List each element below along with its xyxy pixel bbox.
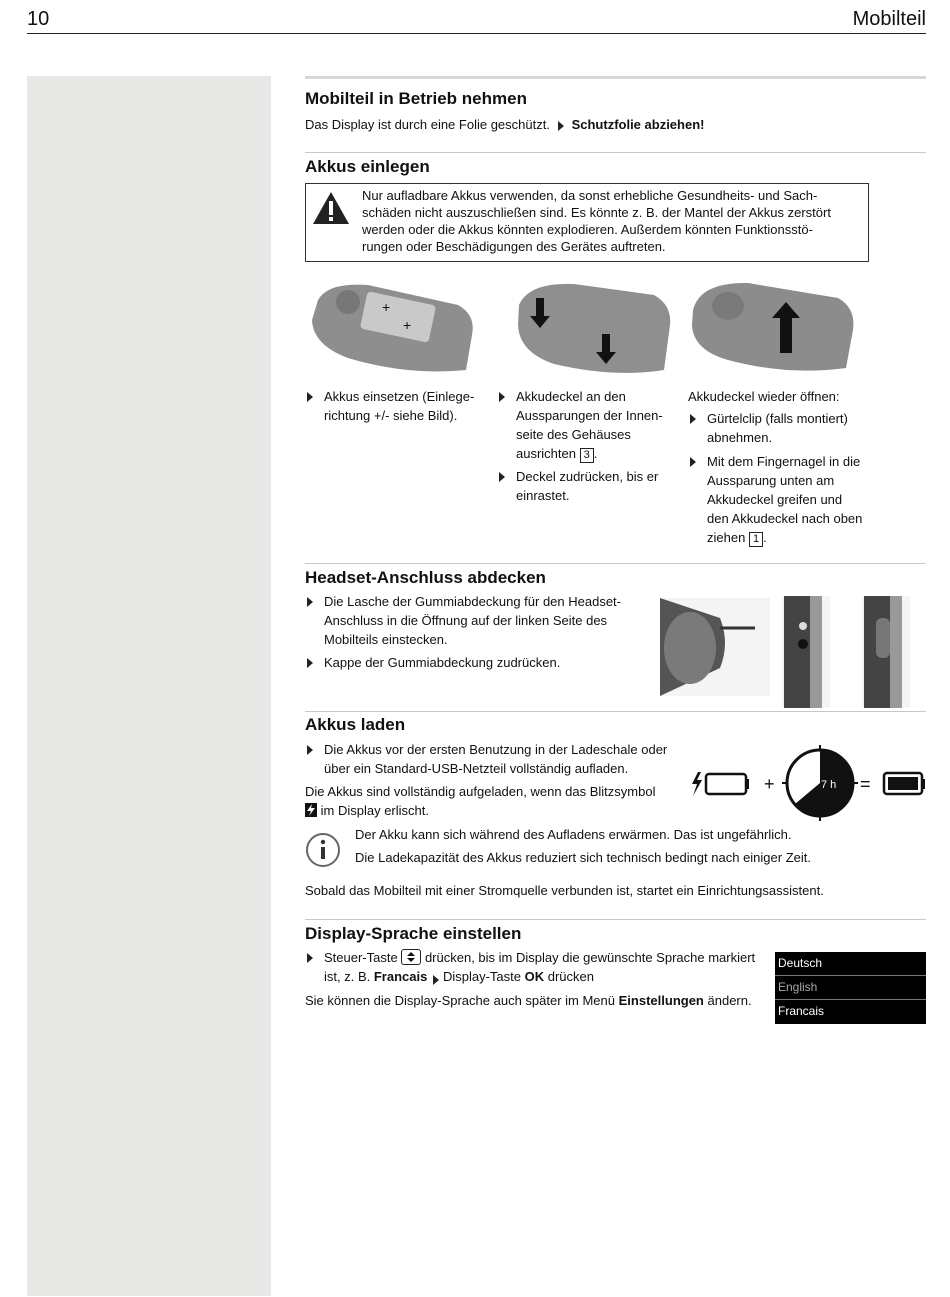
- instruction-remove-clip: [690, 409, 880, 447]
- instruction-line: Deckel zudrücken, bis er: [516, 469, 659, 484]
- arrow-right-icon: [690, 414, 696, 424]
- instruction-line: Mobilteils einstecken.: [324, 632, 448, 647]
- lightning-icon: [305, 803, 317, 817]
- menu-name: Einstellungen: [618, 993, 704, 1008]
- text-part: ändern.: [707, 993, 752, 1008]
- example-language: Francais: [373, 969, 428, 984]
- instruction-line: Die Akkus vor der ersten Benutzung in der Ladeschale oder: [324, 742, 668, 757]
- text-part: drücken: [547, 969, 594, 984]
- instruction-line: ziehen: [707, 530, 746, 545]
- instruction-insert-batteries: [307, 387, 487, 425]
- arrow-right-icon: [307, 597, 313, 607]
- section-rule: [305, 152, 926, 153]
- instruction-line: ausrichten: [516, 446, 576, 461]
- instruction-press-cap: [307, 653, 647, 672]
- text-part: ist, z. B.: [324, 969, 371, 984]
- battery-insert-illustration: [308, 280, 476, 376]
- hours-label: 7 h: [821, 779, 837, 791]
- section-rule: [305, 76, 926, 79]
- arrow-right-icon: [499, 472, 505, 482]
- section-title-akkus-einlegen: Akkus einlegen: [305, 157, 430, 176]
- instruction-pull-cover: Mit dem Fingernagel in die Aussparung unten am Akkudeckel greifen und den Akkudeckel nach oben ziehen 1 .: [690, 452, 880, 547]
- text-line: im Display erlischt.: [320, 803, 429, 818]
- text-part: drücken, bis im Display die gewünschte Sprache markiert: [424, 950, 756, 965]
- section-title-inbetriebnahme: Mobilteil in Betrieb nehmen: [305, 89, 527, 108]
- text-part: Display-Taste: [442, 969, 521, 984]
- instruction-line: Akkudeckel greifen und: [707, 492, 843, 507]
- instruction-line: den Akkudeckel nach oben: [707, 511, 863, 526]
- section-title-headset: Headset-Anschluss abdecken: [305, 568, 546, 587]
- left-margin-panel: [27, 76, 271, 1296]
- headset-port-open-illustration: [782, 596, 830, 708]
- arrow-right-icon: [307, 953, 313, 963]
- info-warm: Der Akku kann sich während des Aufladens erwärmen. Das ist ungefährlich.: [355, 827, 792, 842]
- info-capacity: Die Ladekapazität des Akkus reduziert sich technisch bedingt nach einiger Zeit.: [355, 850, 811, 865]
- arrow-right-icon: [307, 745, 313, 755]
- language-item[interactable]: Deutsch: [775, 952, 926, 976]
- arrow-right-icon: [433, 975, 439, 985]
- ok-key-label: OK: [524, 969, 545, 984]
- instruction-line: Gürtelclip (falls montiert): [707, 411, 848, 426]
- plus-sign: +: [764, 774, 775, 794]
- header-rule: [27, 33, 926, 34]
- text-line: Die Akkus sind vollständig aufgeladen, wenn das Blitzsymbol: [305, 784, 656, 799]
- section-rule: [305, 711, 926, 712]
- headset-port-closed-illustration: [862, 596, 910, 708]
- warning-line: werden oder die Akkus könnten explodieren. Außerdem könnten Funktionsstö-: [362, 222, 813, 237]
- warning-icon: [312, 190, 350, 226]
- chapter-title: Mobilteil: [852, 8, 926, 30]
- cover-close-illustration: [514, 280, 674, 380]
- language-item[interactable]: English: [775, 976, 926, 1000]
- language-item[interactable]: Francais: [778, 1004, 825, 1018]
- instruction-line: richtung +/- siehe Bild).: [324, 408, 458, 423]
- instruction-line: Aussparung unten am: [707, 473, 835, 488]
- warning-text: [362, 187, 857, 255]
- instruction-select-language: [307, 948, 767, 986]
- instruction-line: Anschluss in die Öffnung auf der linken Seite des: [324, 613, 608, 628]
- cover-open-illustration: [688, 280, 858, 376]
- info-icon: [304, 831, 342, 869]
- charge-complete-text: [305, 782, 655, 820]
- open-cover-intro: Akkudeckel wieder öffnen:: [688, 389, 840, 404]
- language-display: [775, 952, 926, 1024]
- figure-reference: 1: [749, 532, 763, 547]
- arrow-right-icon: [690, 457, 696, 467]
- svg-text:+: +: [403, 317, 412, 333]
- section-rule: [305, 919, 926, 920]
- instruction-line: Akkus einsetzen (Einlege-: [324, 389, 475, 404]
- intro-text: Das Display ist durch eine Folie geschützt.: [305, 117, 550, 132]
- warning-line: schäden nicht auszuschließen sind. Es könnte z. B. der Mantel der Akkus zerstört: [362, 205, 831, 220]
- arrow-right-icon: [558, 121, 564, 131]
- later-change-text: [305, 991, 752, 1010]
- text-part: Steuer-Taste: [324, 950, 398, 965]
- instruction-press-cover: [499, 467, 679, 505]
- instruction-align-cover: Akkudeckel an den Aussparungen der Innen- seite des Gehäuses ausrichten 3 .: [499, 387, 679, 463]
- instruction-line: Mit dem Fingernagel in die: [707, 454, 861, 469]
- page-number: 10: [27, 8, 50, 30]
- instruction-line: Kappe der Gummiabdeckung zudrücken.: [324, 655, 561, 670]
- instruction-line: einrastet.: [516, 488, 570, 503]
- instruction-charge-batteries: [307, 740, 687, 778]
- warning-line: rungen oder Beschädigungen des Gerätes auftreten.: [362, 239, 666, 254]
- text-part: Sie können die Display-Sprache auch später im Menü: [305, 993, 616, 1008]
- equals-sign: =: [860, 774, 871, 794]
- svg-text:+: +: [382, 299, 391, 315]
- arrow-right-icon: [307, 392, 313, 402]
- warning-line: Nur aufladbare Akkus verwenden, da sonst erhebliche Gesundheits- und Sach-: [362, 188, 818, 203]
- empty-battery-icon: [706, 774, 746, 794]
- setup-assistant-text: Sobald das Mobilteil mit einer Stromquelle verbunden ist, startet ein Einrichtungsassistent.: [305, 883, 824, 898]
- arrow-right-icon: [499, 392, 505, 402]
- instruction-insert-flap: [307, 592, 647, 649]
- intro-action: Schutzfolie abziehen!: [571, 117, 705, 132]
- section-title-sprache: Display-Sprache einstellen: [305, 924, 522, 943]
- section-title-akkus-laden: Akkus laden: [305, 715, 406, 734]
- section-rule: [305, 563, 926, 564]
- headset-finger-illustration: [660, 598, 770, 696]
- instruction-line: Die Lasche der Gummiabdeckung für den Headset-: [324, 594, 621, 609]
- instruction-line: seite des Gehäuses: [516, 427, 631, 442]
- instruction-line: Akkudeckel an den: [516, 389, 626, 404]
- navigation-key-icon: [401, 949, 421, 965]
- arrow-right-icon: [307, 658, 313, 668]
- instruction-line: über ein Standard-USB-Netzteil vollständig aufladen.: [324, 761, 629, 776]
- charging-diagram: [688, 742, 930, 824]
- instruction-line: Aussparungen der Innen-: [516, 408, 663, 423]
- intro-paragraph: [305, 115, 704, 134]
- figure-reference: 3: [580, 448, 594, 463]
- lightning-icon: [692, 772, 702, 796]
- instruction-line: abnehmen.: [707, 430, 773, 445]
